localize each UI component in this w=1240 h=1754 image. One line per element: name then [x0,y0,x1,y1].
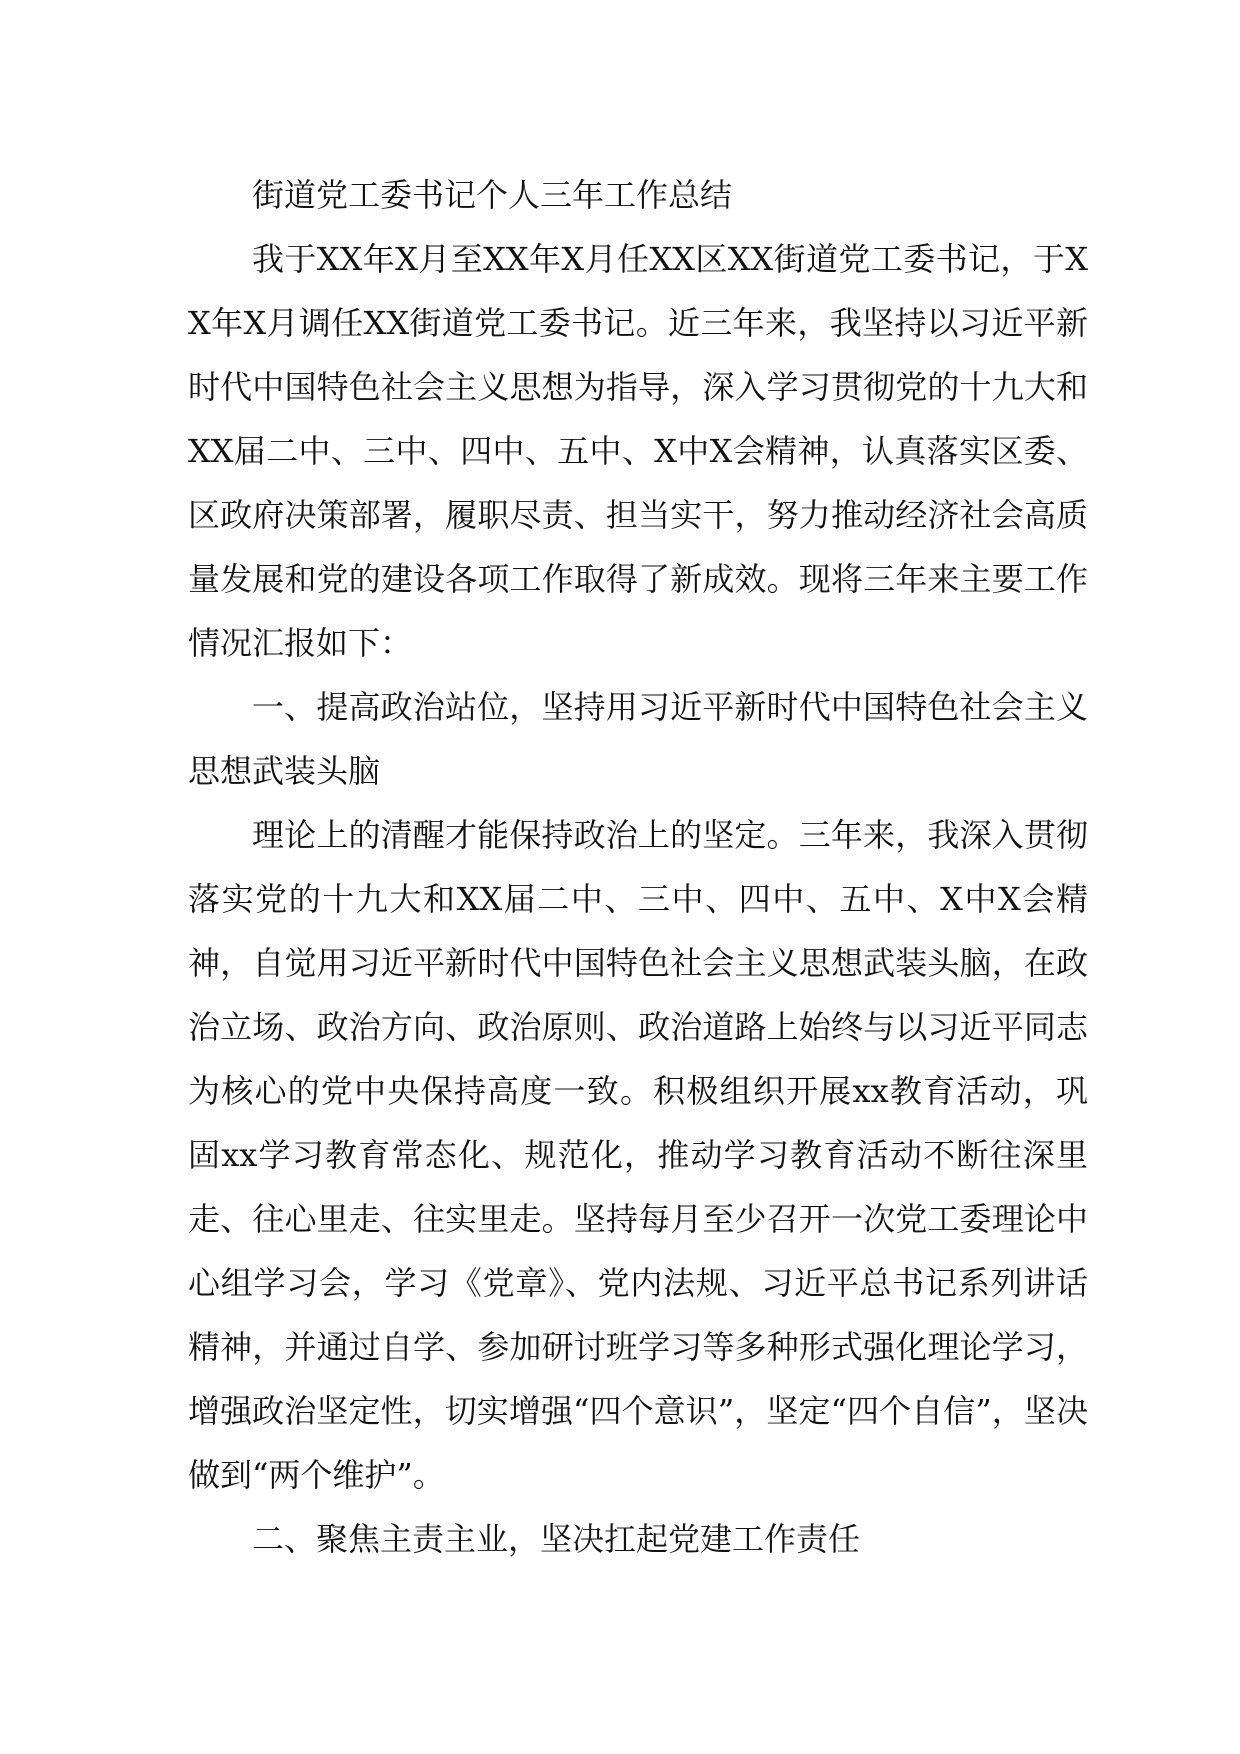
paragraph-section-1: 理论上的清醒才能保持政治上的坚定。三年来，我深入贯彻落实党的十九大和XX届二中、三中、四中、五中、X中X会精神，自觉用习近平新时代中国特色社会主义思想武装头脑，在政治立场、政治方向、政治原则、政治道路上始终与以习近平同志为核心的党中央保持高度一致。积极组织开展xx教育活动，巩固xx学习教育常态化、规范化，推动学习教育活动不断往深里走、往心里走、往实里走。坚持每月至少召开一次党工委理论中心组学习会，学习《党章》、党内法规、习近平总书记系列讲话精神，并通过自学、参加研讨班学习等多种形式强化理论学习，增强政治坚定性，切实增强“四个意识”，坚定“四个自信”，坚决做到“两个维护”。 [188,816,1088,1494]
section-heading-2: 二、聚焦主责主业，坚决扛起党建工作责任 [252,1520,861,1558]
paragraph-intro: 我于XX年X月至XX年X月任XX区XX街道党工委书记，于XX年X月调任XX街道党工委书记。近三年来，我坚持以习近平新时代中国特色社会主义思想为指导，深入学习贯彻党的十九大和XX届二中、三中、四中、五中、X中X会精神，认真落实区委、区政府决策部署，履职尽责、担当实干，努力推动经济社会高质量发展和党的建设各项工作取得了新成效。现将三年来主要工作情况汇报如下： [188,240,1088,662]
section-heading-1: 一、提高政治站位，坚持用习近平新时代中国特色社会主义思想武装头脑 [188,688,1088,790]
document-body [188,163,1088,1571]
document-title: 街道党工委书记个人三年工作总结 [252,176,733,214]
